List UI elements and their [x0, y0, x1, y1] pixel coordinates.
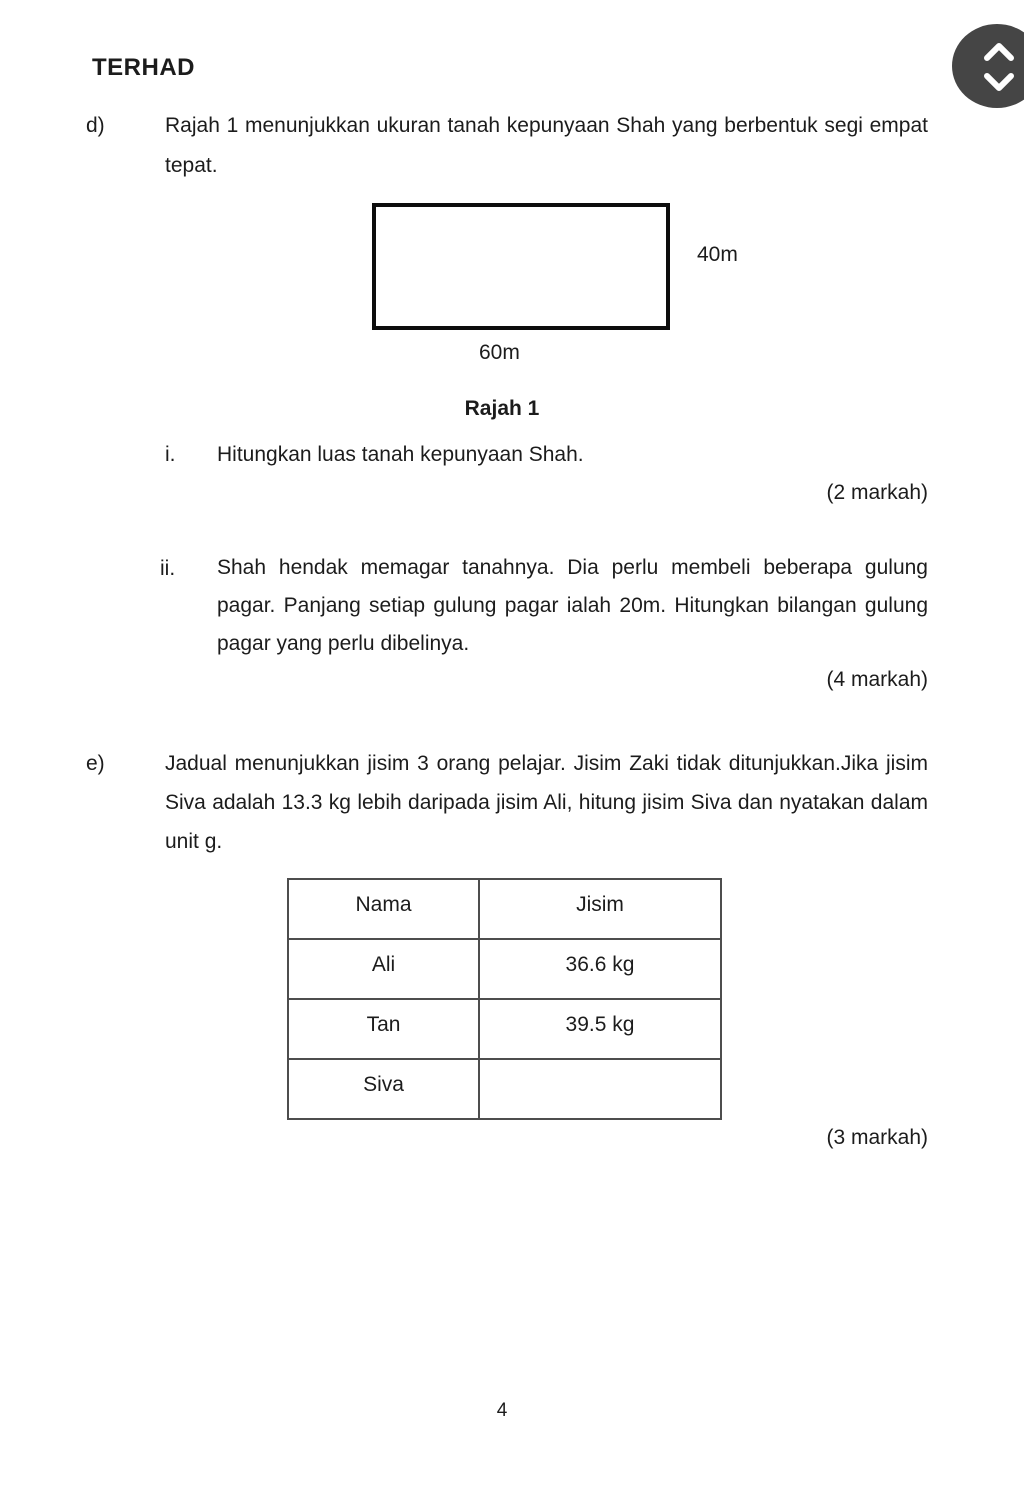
- table-header-row: [288, 879, 721, 939]
- sub-question-i-marks: (2 markah): [826, 481, 928, 504]
- table-cell-name: Tan: [288, 999, 479, 1059]
- table-cell-mass: [479, 1059, 721, 1119]
- table-cell-mass: 39.5 kg: [479, 999, 721, 1059]
- figure-caption: Rajah 1: [464, 397, 540, 420]
- sub-question-ii-marks: (4 markah): [826, 668, 928, 691]
- question-e-text: Jadual menunjukkan jisim 3 orang pelajar. Jisim Zaki tidak ditunjukkan.Jika jisim Siva adalah 13.3 kg lebih daripada jisim Ali, hitung jisim Siva dan nyatakan dalam unit g.: [165, 752, 928, 853]
- table-header-jisim: Jisim: [479, 879, 721, 939]
- sub-question-i-text: Hitungkan luas tanah kepunyaan Shah.: [217, 443, 584, 466]
- scroll-chevrons: [982, 40, 1016, 94]
- table-cell-name: Ali: [288, 939, 479, 999]
- question-d-text: Rajah 1 menunjukkan ukuran tanah kepunyaan Shah yang berbentuk segi empat tepat.: [165, 114, 928, 177]
- land-rectangle-diagram: [372, 203, 670, 330]
- question-e-marks: (3 markah): [826, 1126, 928, 1149]
- jisim-table: [287, 878, 722, 1120]
- sub-question-ii-text: Shah hendak memagar tanahnya. Dia perlu membeli beberapa gulung pagar. Panjang setiap gulung pagar ialah 20m. Hitungkan bilangan gulung pagar yang perlu dibelinya.: [217, 556, 928, 655]
- question-e-label: e): [86, 752, 105, 775]
- sub-question-ii-label: ii.: [160, 557, 176, 580]
- table-header-nama: Nama: [288, 879, 479, 939]
- sub-question-i-label: i.: [165, 443, 176, 466]
- page-number: 4: [496, 1400, 508, 1421]
- page-title: TERHAD: [92, 54, 195, 81]
- chevron-down-icon[interactable]: [987, 76, 1011, 88]
- table-row: [288, 939, 721, 999]
- table-cell-mass: 36.6 kg: [479, 939, 721, 999]
- rectangle-height-label: 40m: [697, 243, 738, 266]
- table-row: [288, 999, 721, 1059]
- scroll-navigation-widget[interactable]: [952, 24, 1024, 108]
- table-row: [288, 1059, 721, 1119]
- question-d-label: d): [86, 114, 105, 137]
- rectangle-width-label: 60m: [479, 341, 520, 364]
- table-cell-name: Siva: [288, 1059, 479, 1119]
- chevron-up-icon[interactable]: [987, 46, 1011, 58]
